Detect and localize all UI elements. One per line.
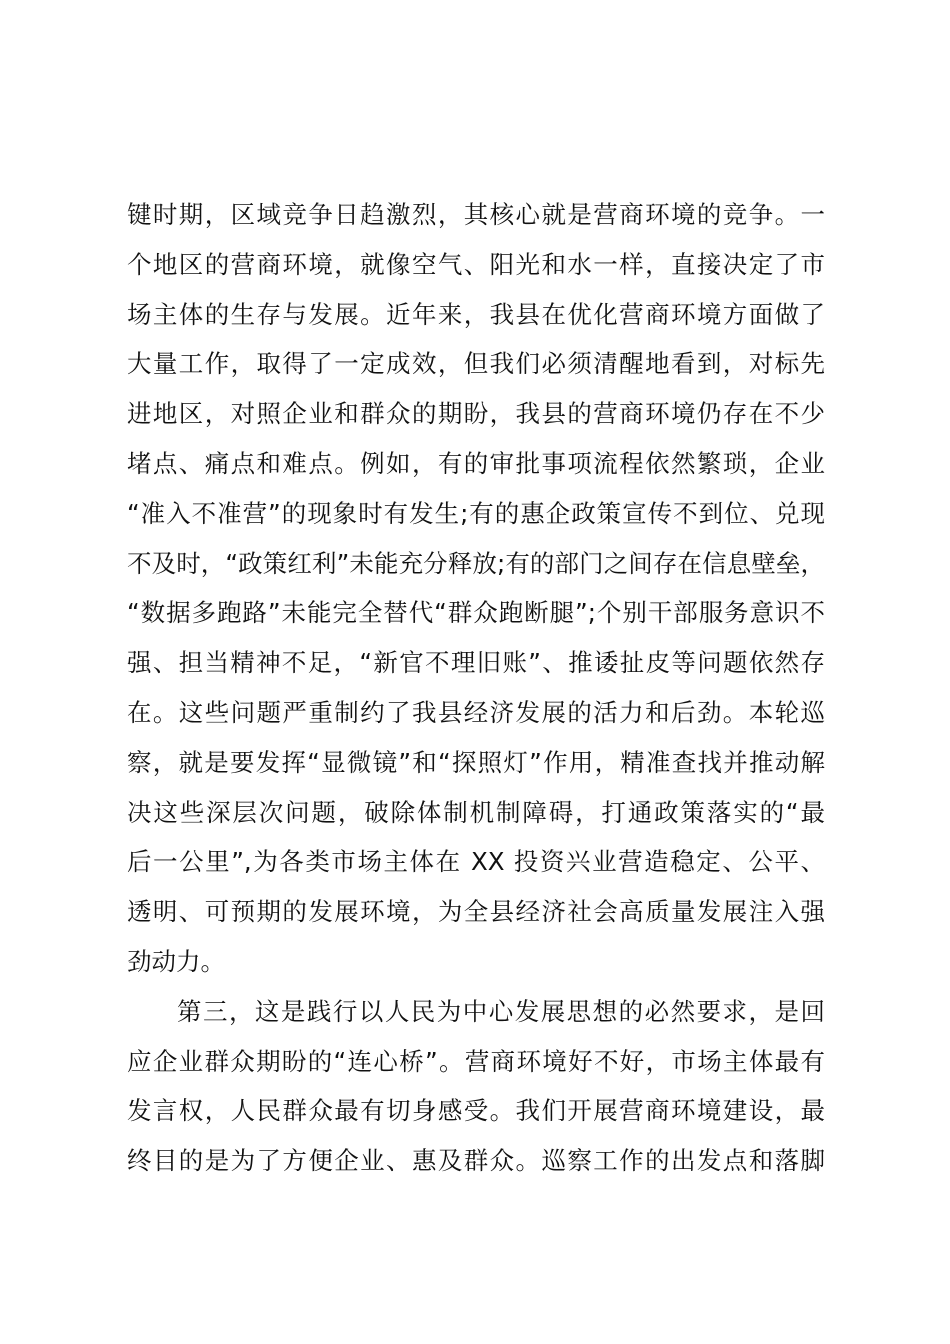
paragraph-end-line: 劲动力。	[127, 946, 225, 976]
text-line: 透明、可预期的发展环境，为全县经济社会高质量发展注入强	[127, 897, 825, 927]
text-line: 键时期，区域竞争日趋激烈，其核心就是营商环境的竞争。一	[127, 200, 825, 229]
text-line: 场主体的生存与发展。近年来，我县在优化营商环境方面做了	[127, 299, 825, 329]
text-line: 进地区，对照企业和群众的期盼，我县的营商环境仍存在不少	[127, 399, 825, 429]
text-line: 大量工作，取得了一定成效，但我们必须清醒地看到，对标先	[127, 349, 825, 379]
text-line: 应企业群众期盼的“连心桥”。营商环境好不好，市场主体最有	[127, 1046, 825, 1076]
text-line: 发言权，人民群众最有切身感受。我们开展营商环境建设，最	[127, 1096, 825, 1126]
text-line: 察，就是要发挥“显微镜”和“探照灯”作用，精准查找并推动解	[127, 747, 825, 777]
text-line: 决这些深层次问题，破除体制机制障碍，打通政策落实的“最	[127, 797, 825, 827]
text-line: 堵点、痛点和难点。例如，有的审批事项流程依然繁琐，企业	[127, 448, 825, 478]
text-line: “准入不准营”的现象时有发生;有的惠企政策宣传不到位、兑现	[127, 498, 825, 528]
text-line: 个地区的营商环境，就像空气、阳光和水一样，直接决定了市	[127, 249, 825, 279]
text-line: 不及时，“政策红利”未能充分释放;有的部门之间存在信息壁垒，	[127, 548, 825, 578]
text-line: 终目的是为了方便企业、惠及群众。巡察工作的出发点和落脚	[127, 1146, 825, 1176]
document-body	[127, 190, 825, 1186]
text-line: “数据多跑路”未能完全替代“群众跑断腿”;个别干部服务意识不	[127, 598, 825, 628]
text-line: 后一公里”,为各类市场主体在 XX 投资兴业营造稳定、公平、	[127, 847, 825, 877]
paragraph-start-line: 第三，这是践行以人民为中心发展思想的必然要求，是回	[177, 996, 825, 1026]
text-line: 强、担当精神不足，“新官不理旧账”、推诿扯皮等问题依然存	[127, 648, 825, 678]
text-line: 在。这些问题严重制约了我县经济发展的活力和后劲。本轮巡	[127, 697, 825, 727]
